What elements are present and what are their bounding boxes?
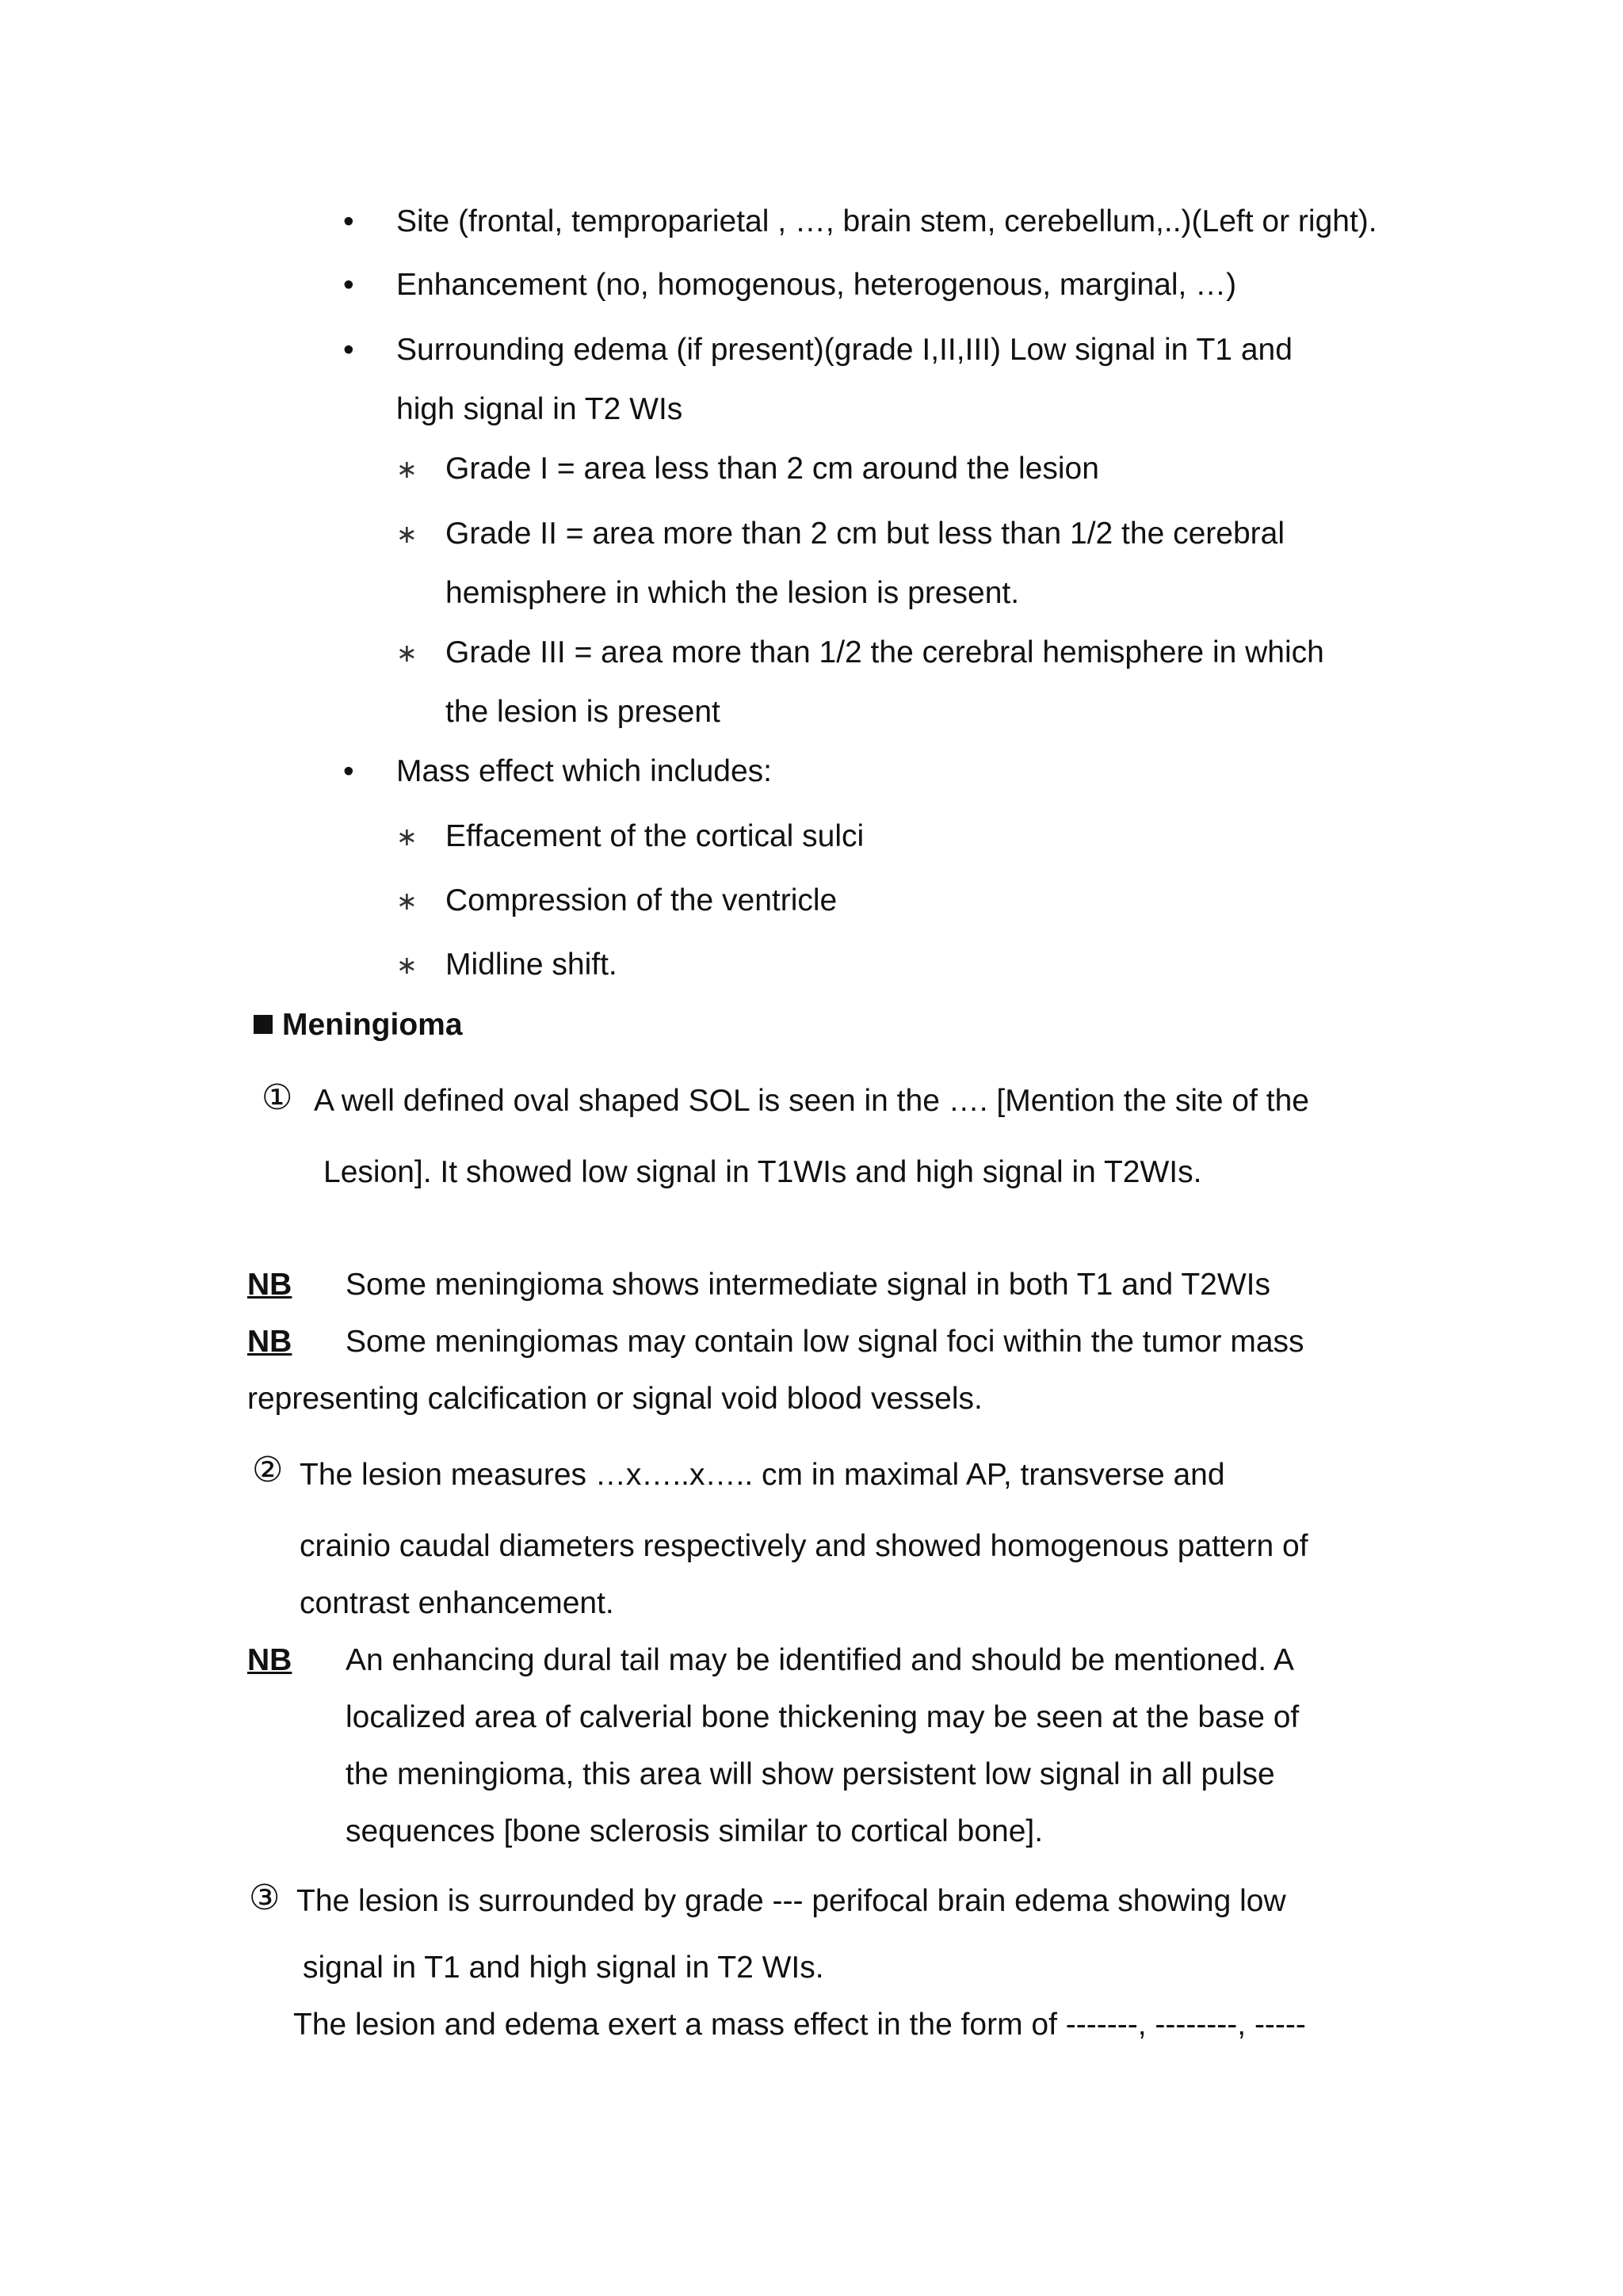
- circled-three-icon: ③: [249, 1878, 281, 1918]
- square-bullet-icon: [254, 1015, 273, 1034]
- nb-label: NB: [247, 1325, 292, 1359]
- bullet-site: Site (frontal, temproparietal , …, brain stem, cerebellum,..)(Left or right).: [396, 204, 1377, 238]
- grade-3-cont: the lesion is present: [445, 695, 720, 729]
- section-heading: [254, 1006, 463, 1044]
- bullet-dot: •: [343, 333, 354, 367]
- step3-line: The lesion and edema exert a mass effect in the form of -------, --------, -----: [293, 2008, 1306, 2042]
- nb2-text: Some meningiomas may contain low signal foci within the tumor mass: [346, 1325, 1304, 1359]
- nb3-text: An enhancing dural tail may be identified and should be mentioned. A: [346, 1643, 1294, 1677]
- circled-two-icon: ②: [252, 1450, 284, 1490]
- asterisk-icon: ∗: [396, 887, 418, 915]
- bullet-dot: •: [343, 754, 354, 788]
- asterisk-icon: ∗: [396, 822, 418, 851]
- circled-one-icon: ①: [262, 1077, 293, 1118]
- bullet-edema: Surrounding edema (if present)(grade I,II,III) Low signal in T1 and: [396, 333, 1293, 367]
- grade-3: Grade III = area more than 1/2 the cerebral hemisphere in which: [445, 635, 1324, 669]
- step2-line: The lesion measures …x…..x….. cm in maximal AP, transverse and: [300, 1458, 1225, 1492]
- grade-2-cont: hemisphere in which the lesion is present.: [445, 576, 1020, 610]
- mass-item: Midline shift.: [445, 948, 617, 982]
- asterisk-icon: ∗: [396, 520, 418, 548]
- step3-line: The lesion is surrounded by grade --- perifocal brain edema showing low: [296, 1884, 1286, 1918]
- mass-item: Effacement of the cortical sulci: [445, 819, 865, 853]
- grade-1: Grade I = area less than 2 cm around the lesion: [445, 452, 1099, 486]
- nb2-text-cont: representing calcification or signal void blood vessels.: [247, 1382, 983, 1416]
- asterisk-icon: ∗: [396, 639, 418, 667]
- step3-line: signal in T1 and high signal in T2 WIs.: [303, 1951, 824, 1985]
- nb3-text: localized area of calverial bone thickening may be seen at the base of: [346, 1700, 1300, 1734]
- nb-label: NB: [247, 1268, 292, 1302]
- asterisk-icon: ∗: [396, 951, 418, 979]
- step2-line: contrast enhancement.: [300, 1586, 614, 1620]
- step1-line: Lesion]. It showed low signal in T1WIs and high signal in T2WIs.: [323, 1155, 1202, 1189]
- nb-label: NB: [247, 1643, 292, 1677]
- bullet-dot: •: [343, 268, 354, 302]
- step1-line: A well defined oval shaped SOL is seen in the …. [Mention the site of the: [314, 1084, 1309, 1118]
- grade-2: Grade II = area more than 2 cm but less than 1/2 the cerebral: [445, 517, 1285, 551]
- bullet-edema-cont: high signal in T2 WIs: [396, 392, 683, 426]
- nb3-text: the meningioma, this area will show persistent low signal in all pulse: [346, 1757, 1275, 1791]
- bullet-mass-effect: Mass effect which includes:: [396, 754, 772, 788]
- step2-line: crainio caudal diameters respectively and showed homogenous pattern of: [300, 1529, 1308, 1563]
- bullet-dot: •: [343, 204, 354, 238]
- mass-item: Compression of the ventricle: [445, 883, 838, 917]
- nb1-text: Some meningioma shows intermediate signal in both T1 and T2WIs: [346, 1268, 1270, 1302]
- nb3-text: sequences [bone sclerosis similar to cortical bone].: [346, 1814, 1044, 1848]
- heading-text: Meningioma: [282, 1008, 463, 1042]
- bullet-enhancement: Enhancement (no, homogenous, heterogenous, marginal, …): [396, 268, 1237, 302]
- asterisk-icon: ∗: [396, 455, 418, 483]
